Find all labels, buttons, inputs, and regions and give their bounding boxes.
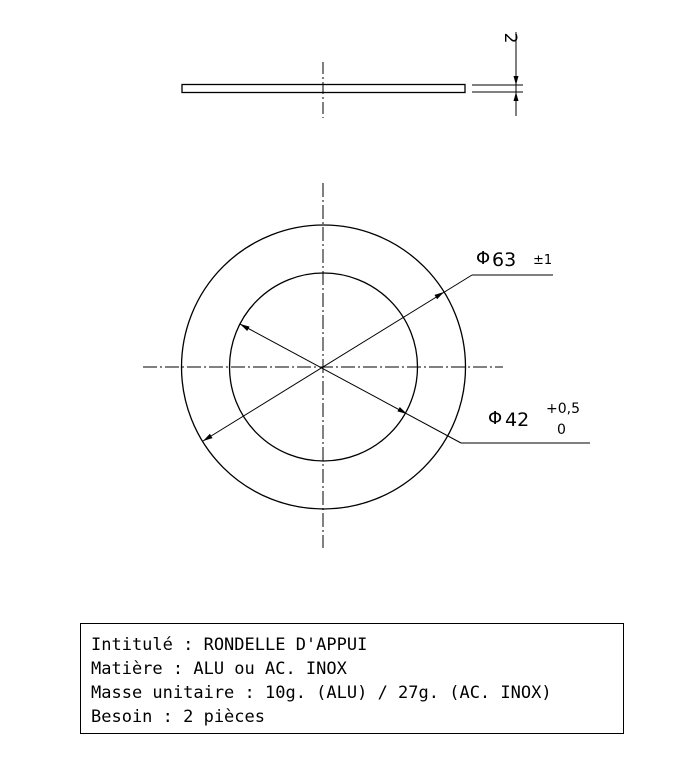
thickness-arrow-top [514,76,519,85]
inner-diameter-arrow-1 [240,324,250,331]
outer-diameter-arrow-2 [435,292,445,299]
spec-title: Intitulé : RONDELLE D'APPUI [91,635,368,655]
outer-diameter-tolerance: ±1 [533,253,553,268]
specification-box [80,623,624,734]
inner-diameter-line [240,324,461,443]
inner-diameter-arrow-2 [397,407,407,414]
outer-diameter-value: 63 [492,249,517,271]
thickness-arrow-bottom [514,92,519,101]
spec-material: Matière : ALU ou AC. INOX [91,659,347,679]
outer-diameter-arrow-1 [203,434,213,441]
spec-quantity: Besoin : 2 pièces [91,707,265,727]
thickness-value: 2 [500,32,520,44]
inner-diameter-symbol: Φ [488,408,503,429]
inner-tolerance-upper: +0,5 [546,401,580,417]
inner-tolerance-lower: 0 [557,422,566,438]
inner-diameter-value: 42 [505,409,530,431]
outer-diameter-line [203,275,472,441]
outer-diameter-symbol: Φ [476,248,491,269]
spec-mass: Masse unitaire : 10g. (ALU) / 27g. (AC. INOX) [91,683,552,703]
